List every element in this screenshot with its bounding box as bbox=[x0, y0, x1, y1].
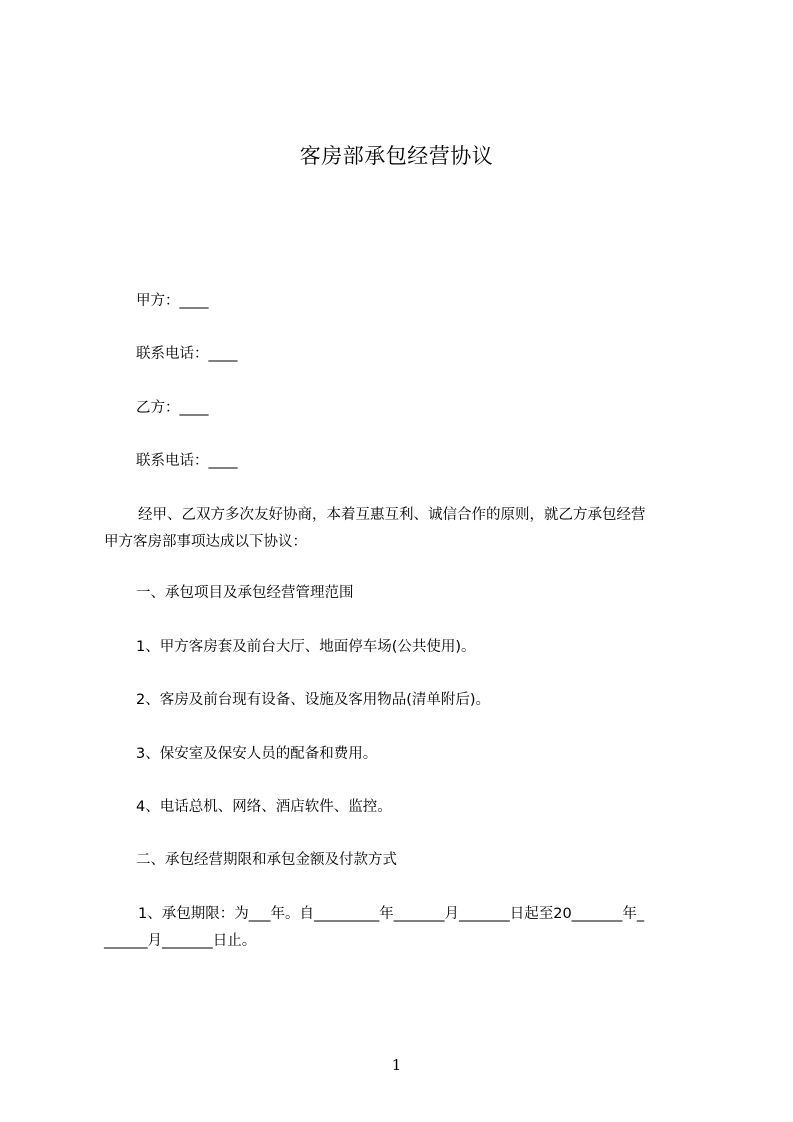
section-1-item-3: 3、保安室及保安人员的配备和费用。 bbox=[136, 746, 378, 762]
party-a-field: 甲方：____ bbox=[136, 293, 209, 309]
section-1-heading: 一、承包项目及承包经营管理范围 bbox=[136, 585, 354, 601]
party-a-phone-field: 联系电话：____ bbox=[136, 346, 238, 362]
preamble-line-1: 经甲、乙双方多次友好协商，本着互惠互利、诚信合作的原则，就乙方承包经营 bbox=[138, 507, 646, 523]
section-1-item-2: 2、客房及前台现有设备、设施及客用物品(清单附后)。 bbox=[136, 692, 491, 708]
contract-term-line-1: 1、承包期限：为___年。自_________年_______月_______日起至20_______年_ bbox=[138, 906, 645, 922]
preamble-line-2: 甲方客房部事项达成以下协议： bbox=[104, 534, 307, 550]
section-1-item-4: 4、电话总机、网络、酒店软件、监控。 bbox=[136, 799, 392, 815]
document-title: 客房部承包经营协议 bbox=[299, 144, 494, 168]
section-1-item-1: 1、甲方客房套及前台大厅、地面停车场(公共使用)。 bbox=[136, 639, 476, 655]
party-b-phone-field: 联系电话：____ bbox=[136, 453, 238, 469]
page-number: 1 bbox=[391, 1056, 402, 1074]
party-b-field: 乙方：____ bbox=[136, 400, 209, 416]
section-2-heading: 二、承包经营期限和承包金额及付款方式 bbox=[136, 852, 397, 868]
contract-term-line-2: ______月_______日止。 bbox=[104, 933, 257, 949]
